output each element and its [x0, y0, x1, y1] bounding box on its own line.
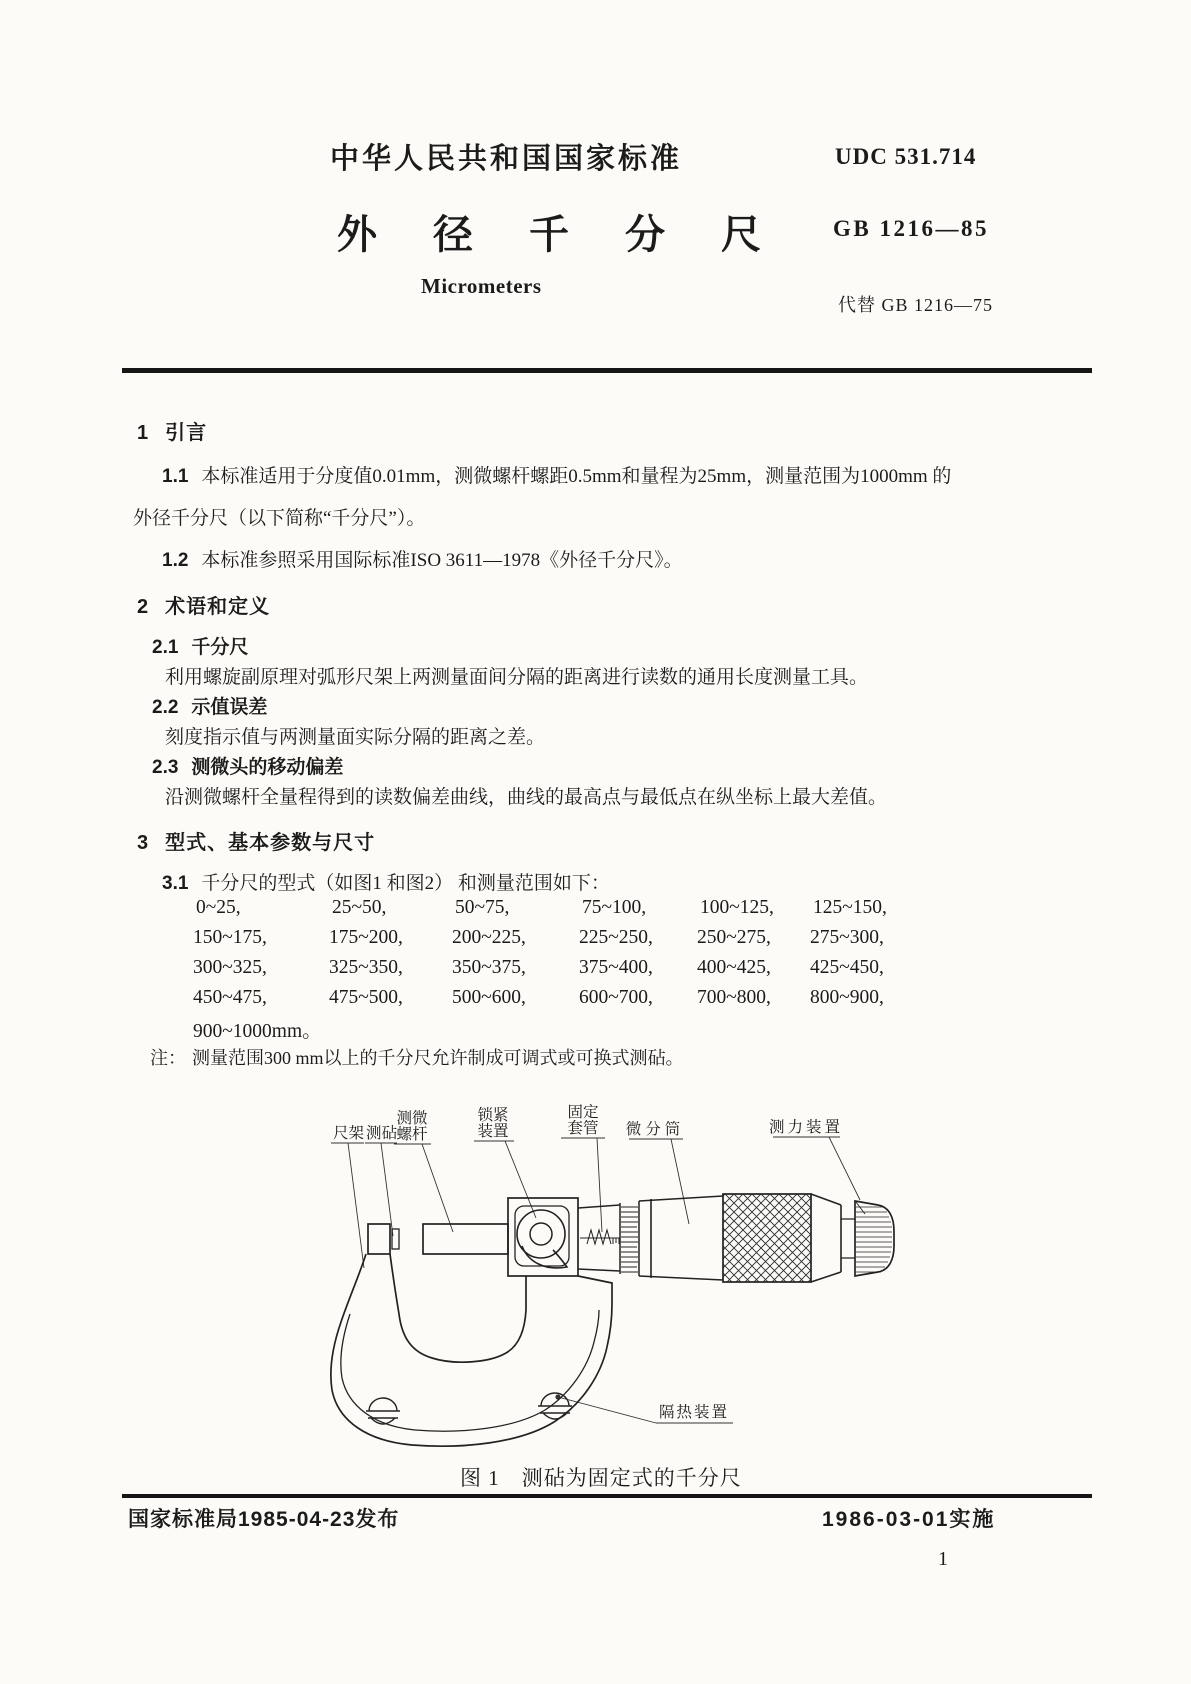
term-2-3-heading: [152, 752, 343, 779]
paragraph-3-1-text: 千分尺的型式（如图1 和图2） 和测量范围如下：: [201, 873, 610, 894]
label-lock-line2: 装置: [477, 1123, 509, 1140]
paragraph-3-1-number: 3.1: [162, 873, 189, 894]
micrometer-diagram: [293, 1086, 913, 1476]
label-ratchet: 测力装置: [768, 1119, 844, 1136]
term-2-3-definition: 沿测微螺杆全量程得到的读数偏差曲线，曲线的最高点与最低点在纵坐标上最大差值。: [165, 787, 888, 808]
range-cell: 900~1000mm。: [193, 1021, 322, 1042]
footer-issued-by: 国家标准局1985-04-23发布: [128, 1508, 400, 1531]
range-cell: 250~275,: [697, 927, 771, 948]
footer-divider-rule: [122, 1494, 1092, 1498]
udc-number: UDC 531.714: [835, 144, 977, 169]
term-2-3-number: 2.3: [152, 757, 179, 778]
range-cell: 300~325,: [193, 957, 267, 978]
range-cell: 475~500,: [329, 987, 403, 1008]
barrel-assembly: [578, 1194, 894, 1282]
measuring-ranges-row-2: [193, 927, 884, 949]
frame-screws: [366, 1393, 572, 1424]
term-2-3-title: 测微头的移动偏差: [191, 757, 344, 778]
figure-1-drawing: [293, 1086, 913, 1476]
note-text: 测量范围300 mm以上的千分尺允许制成可调式或可换式测砧。: [192, 1048, 684, 1068]
screw-right: [538, 1393, 572, 1419]
section-3-heading: [137, 826, 375, 855]
term-2-1-number: 2.1: [152, 637, 179, 658]
range-cell: 25~50,: [332, 897, 387, 918]
range-cell: 500~600,: [452, 987, 526, 1008]
section-1-number: 1: [137, 422, 150, 444]
lock-device: [508, 1198, 578, 1276]
range-cell: 400~425,: [697, 957, 771, 978]
anvil-and-spindle: [368, 1224, 508, 1254]
term-2-2-definition: 刻度指示值与两测量面实际分隔的距离之差。: [165, 727, 546, 748]
figure-1-caption: 图 1 测砧为固定式的千分尺: [460, 1466, 742, 1490]
range-cell: 275~300,: [810, 927, 884, 948]
page-title: 外 径 千 分 尺: [337, 212, 784, 257]
range-cell: 600~700,: [579, 987, 653, 1008]
term-2-1-definition: 利用螺旋副原理对弧形尺架上两测量面间分隔的距离进行读数的通用长度测量工具。: [165, 667, 869, 688]
note-label: 注：: [150, 1048, 186, 1068]
paragraph-1-2-number: 1.2: [162, 550, 189, 571]
standard-org-label: 中华人民共和国国家标准: [330, 143, 683, 175]
term-2-1-title: 千分尺: [191, 637, 249, 658]
footer-effective-date: 1986-03-01实施: [822, 1508, 996, 1531]
section-2-heading: [137, 590, 270, 619]
range-cell: 75~100,: [582, 897, 647, 918]
range-cell: 100~125,: [700, 897, 774, 918]
paragraph-1-1-text: 本标准适用于分度值0.01mm，测微螺杆螺距0.5mm和量程为25mm，测量范围为1000mm 的: [201, 466, 952, 487]
section-2-number: 2: [137, 596, 150, 618]
label-thimble: 微分筒: [625, 1121, 685, 1138]
ratchet-hatch-lines: [856, 1207, 892, 1272]
label-sleeve-line1: 固定: [567, 1104, 599, 1121]
taper-section: [811, 1194, 841, 1282]
term-2-2-title: 示值误差: [191, 697, 268, 718]
range-cell: 700~800,: [697, 987, 771, 1008]
term-2-1-heading: [152, 632, 248, 659]
range-cell: 200~225,: [452, 927, 526, 948]
knurled-grip: [723, 1194, 811, 1282]
label-frame: 尺架: [333, 1125, 365, 1142]
range-cell: 0~25,: [196, 897, 241, 918]
term-2-2-heading: [152, 692, 267, 719]
page-title-english: Micrometers: [421, 274, 542, 298]
measuring-ranges-row-4: [193, 987, 884, 1009]
section-2-title: 术语和定义: [165, 596, 271, 618]
note-line: [150, 1044, 684, 1070]
range-cell: 325~350,: [329, 957, 403, 978]
paragraph-1-1: [162, 461, 951, 488]
section-1-title: 引言: [165, 422, 208, 444]
measuring-ranges-row-5: [193, 1015, 329, 1043]
range-cell: 50~75,: [455, 897, 510, 918]
label-sleeve-line2: 套管: [567, 1120, 599, 1137]
range-cell: 450~475,: [193, 987, 267, 1008]
paragraph-1-1-number: 1.1: [162, 466, 189, 487]
section-1-heading: [137, 416, 207, 445]
paragraph-1-1-continued: 外径千分尺（以下简称“千分尺”）。: [133, 508, 426, 529]
label-insulation: 隔热装置: [659, 1404, 730, 1421]
label-lock-line1: 锁紧: [477, 1107, 509, 1124]
range-cell: 350~375,: [452, 957, 526, 978]
sleeve-ticks: [613, 1238, 619, 1244]
range-cell: 225~250,: [579, 927, 653, 948]
lock-cam-hole: [530, 1223, 552, 1245]
label-spindle-line2: 螺杆: [396, 1126, 428, 1143]
paragraph-3-1: [162, 868, 610, 895]
paragraph-1-2: [162, 545, 683, 572]
range-cell: 375~400,: [579, 957, 653, 978]
anvil-tip: [392, 1229, 399, 1249]
paragraph-1-2-text: 本标准参照采用国际标准ISO 3611—1978《外径千分尺》。: [201, 550, 683, 571]
spindle-bar: [423, 1224, 508, 1254]
neck-section: [841, 1219, 855, 1258]
replaces-note: 代替 GB 1216—75: [838, 295, 994, 315]
section-3-number: 3: [137, 832, 150, 854]
lock-inner-plate: [515, 1206, 569, 1266]
screw-left: [366, 1398, 400, 1424]
header-divider-rule: [122, 368, 1092, 373]
page-number: 1: [938, 1548, 948, 1570]
term-2-2-number: 2.2: [152, 697, 179, 718]
thread-symbol: [587, 1230, 611, 1244]
section-3-title: 型式、基本参数与尺寸: [165, 832, 376, 854]
standard-code: GB 1216—85: [833, 216, 989, 241]
anvil-block: [368, 1224, 390, 1254]
range-cell: 175~200,: [329, 927, 403, 948]
label-spindle-line1: 测微: [396, 1110, 428, 1127]
label-anvil: 测砧: [366, 1125, 398, 1142]
measuring-ranges-row-1: [196, 897, 887, 919]
range-cell: 125~150,: [813, 897, 887, 918]
graduation-lines: [621, 1207, 638, 1272]
range-cell: 425~450,: [810, 957, 884, 978]
measuring-ranges-row-3: [193, 957, 884, 979]
range-cell: 800~900,: [810, 987, 884, 1008]
range-cell: 150~175,: [193, 927, 267, 948]
thimble-body: [639, 1196, 723, 1280]
